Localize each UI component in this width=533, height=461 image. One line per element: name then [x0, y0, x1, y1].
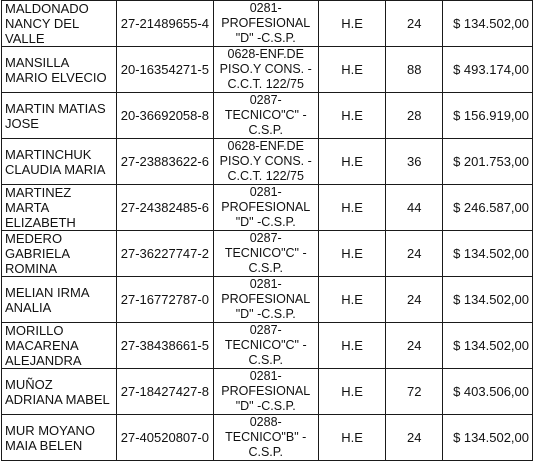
hours-cell: 24 — [386, 415, 443, 461]
employee-name-line: ANALIA — [5, 299, 52, 315]
category-cell — [213, 139, 318, 185]
amount-cell: $ 134.502,00 — [443, 277, 533, 323]
category-line: 0628-ENF.DE — [227, 47, 304, 61]
table-row — [2, 231, 533, 277]
cuit-cell: 27-24382485-6 — [116, 185, 213, 231]
employee-name-line: MEDERO — [5, 231, 63, 246]
table-row — [2, 185, 533, 231]
category-line: TECNICO"C" - — [224, 246, 307, 260]
amount-cell: $ 201.753,00 — [443, 139, 533, 185]
category-line: C.S.P. — [248, 123, 283, 137]
category-cell — [213, 369, 318, 415]
cuit-cell: 27-21489655-4 — [116, 1, 213, 47]
employee-name-cell — [2, 369, 117, 415]
category-line: 0281- — [249, 1, 282, 15]
hours-cell: 24 — [386, 277, 443, 323]
employee-name-line: MORILLO — [5, 323, 64, 338]
category-line: C.S.P. — [248, 445, 283, 459]
table-row — [2, 139, 533, 185]
category-cell — [213, 415, 318, 461]
category-line: PISO.Y CONS. - — [219, 154, 312, 168]
category-cell — [213, 93, 318, 139]
employee-name-line: MUÑOZ — [5, 376, 53, 392]
category-cell — [213, 231, 318, 277]
personnel-table — [1, 0, 533, 461]
employee-name-line: MARTINEZ — [5, 185, 72, 200]
category-line: "D" -C.S.P. — [235, 307, 296, 321]
category-line: "D" -C.S.P. — [235, 31, 296, 45]
hours-cell: 24 — [386, 231, 443, 277]
category-line: 0628-ENF.DE — [227, 139, 304, 153]
employee-name-line: MARTIN MATIAS — [5, 100, 106, 116]
employee-name-line: MELIAN IRMA — [5, 284, 90, 300]
amount-cell: $ 246.587,00 — [443, 185, 533, 231]
employee-name-line: ELIZABETH — [5, 215, 76, 230]
hours-cell: 36 — [386, 139, 443, 185]
cuit-cell: 27-38438661-5 — [116, 323, 213, 369]
employee-name-cell — [2, 231, 117, 277]
employee-name-cell — [2, 185, 117, 231]
cuit-cell: 27-36227747-2 — [116, 231, 213, 277]
employee-name-line: JOSE — [5, 115, 39, 131]
table-row — [2, 323, 533, 369]
category-line: C.S.P. — [248, 261, 283, 275]
type-cell: H.E — [318, 415, 386, 461]
category-cell — [213, 277, 318, 323]
table-row — [2, 369, 533, 415]
cuit-cell: 27-16772787-0 — [116, 277, 213, 323]
employee-name-line: NANCY DEL — [5, 16, 80, 31]
category-line: TECNICO"C" - — [224, 108, 307, 122]
amount-cell: $ 134.502,00 — [443, 415, 533, 461]
type-cell: H.E — [318, 277, 386, 323]
employee-name-line: MAIA BELEN — [5, 437, 83, 453]
table-row — [2, 277, 533, 323]
type-cell: H.E — [318, 369, 386, 415]
category-line: "D" -C.S.P. — [235, 215, 296, 229]
type-cell: H.E — [318, 231, 386, 277]
employee-name-cell — [2, 415, 117, 461]
type-cell: H.E — [318, 139, 386, 185]
category-line: TECNICO"C" - — [224, 338, 307, 352]
employee-name-cell — [2, 139, 117, 185]
amount-cell: $ 134.502,00 — [443, 231, 533, 277]
employee-name-line: MARIO ELVECIO — [5, 69, 107, 85]
cuit-cell: 27-23883622-6 — [116, 139, 213, 185]
category-line: "D" -C.S.P. — [235, 399, 296, 413]
employee-name-line: VALLE — [5, 31, 45, 46]
category-line: C.C.T. 122/75 — [227, 77, 304, 91]
category-line: TECNICO"B" - — [225, 430, 307, 444]
employee-name-cell — [2, 277, 117, 323]
employee-name-cell — [2, 323, 117, 369]
category-line: PROFESIONAL — [221, 16, 311, 30]
employee-name-line: MANSILLA — [5, 54, 70, 70]
amount-cell: $ 156.919,00 — [443, 93, 533, 139]
category-cell — [213, 185, 318, 231]
hours-cell: 28 — [386, 93, 443, 139]
category-cell — [213, 323, 318, 369]
employee-name-line: MUR MOYANO — [5, 422, 96, 438]
category-line: 0288- — [249, 415, 282, 429]
employee-name-line: ROMINA — [5, 261, 57, 276]
category-line: 0287- — [249, 323, 282, 337]
table-body — [2, 1, 533, 461]
category-cell — [213, 47, 318, 93]
category-line: 0281- — [249, 185, 282, 199]
employee-name-line: MARTINCHUK — [5, 146, 92, 162]
hours-cell: 44 — [386, 185, 443, 231]
hours-cell: 72 — [386, 369, 443, 415]
amount-cell: $ 493.174,00 — [443, 47, 533, 93]
category-line: PROFESIONAL — [221, 292, 311, 306]
table-row — [2, 47, 533, 93]
hours-cell: 24 — [386, 323, 443, 369]
employee-name-line: ADRIANA MABEL — [5, 391, 110, 407]
employee-name-cell — [2, 47, 117, 93]
cuit-cell: 27-18427427-8 — [116, 369, 213, 415]
cuit-cell: 20-36692058-8 — [116, 93, 213, 139]
cuit-cell: 20-16354271-5 — [116, 47, 213, 93]
employee-name-line: GABRIELA — [5, 246, 71, 261]
amount-cell: $ 403.506,00 — [443, 369, 533, 415]
amount-cell: $ 134.502,00 — [443, 1, 533, 47]
employee-name-cell — [2, 93, 117, 139]
hours-cell: 24 — [386, 1, 443, 47]
table-row — [2, 93, 533, 139]
category-line: 0281- — [249, 369, 282, 383]
category-line: 0281- — [249, 277, 282, 291]
category-line: C.S.P. — [248, 353, 283, 367]
category-cell — [213, 1, 318, 47]
cuit-cell: 27-40520807-0 — [116, 415, 213, 461]
employee-name-line: MARTA — [5, 200, 50, 215]
category-line: PISO.Y CONS. - — [219, 62, 312, 76]
category-line: 0287- — [249, 93, 282, 107]
category-line: PROFESIONAL — [221, 200, 311, 214]
type-cell: H.E — [318, 323, 386, 369]
type-cell: H.E — [318, 185, 386, 231]
hours-cell: 88 — [386, 47, 443, 93]
category-line: 0287- — [249, 231, 282, 245]
table-row — [2, 415, 533, 461]
type-cell: H.E — [318, 1, 386, 47]
category-line: PROFESIONAL — [221, 384, 311, 398]
employee-name-line: MACARENA — [5, 338, 79, 353]
employee-name-line: ALEJANDRA — [5, 353, 82, 368]
employee-name-line: MALDONADO — [5, 1, 89, 16]
employee-name-cell — [2, 1, 117, 47]
type-cell: H.E — [318, 47, 386, 93]
table-row — [2, 1, 533, 47]
amount-cell: $ 134.502,00 — [443, 323, 533, 369]
type-cell: H.E — [318, 93, 386, 139]
employee-name-line: CLAUDIA MARIA — [5, 161, 106, 177]
category-line: C.C.T. 122/75 — [227, 169, 304, 183]
